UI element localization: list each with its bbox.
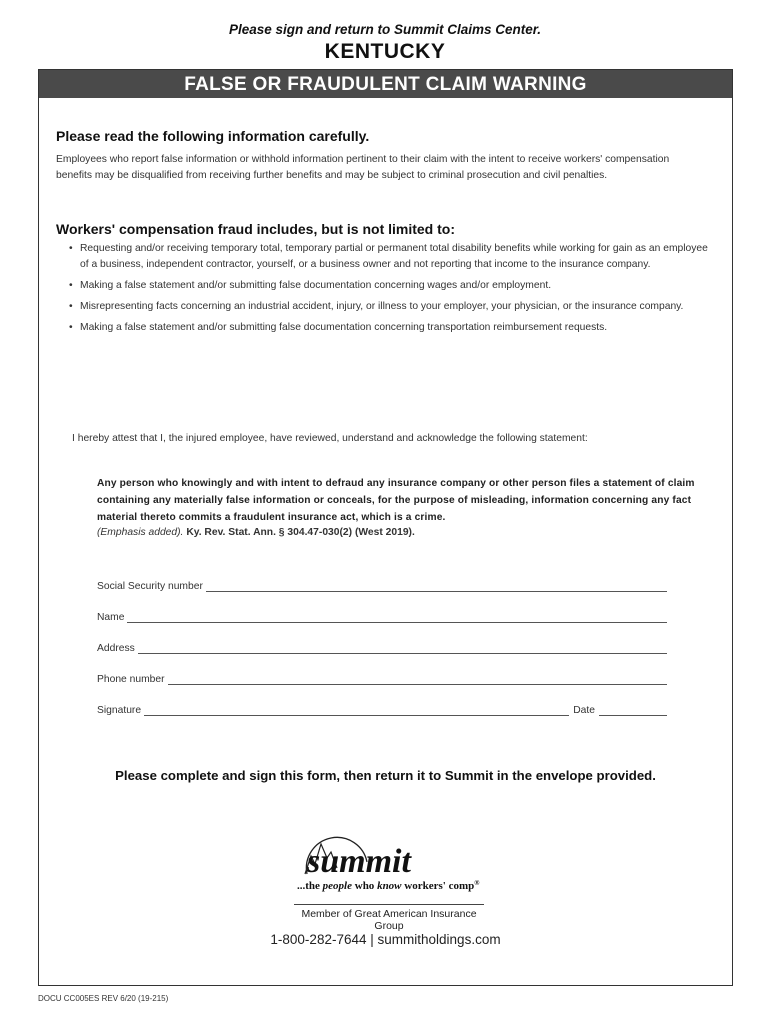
list-item-text: Making a false statement and/or submitting false documentation concerning wages and/or employment. [80,280,552,291]
list-item-text: Making a false statement and/or submitting false documentation concerning transportation reimbursement requests. [80,322,608,333]
document-code: DOCU CC005ES REV 6/20 (19-215) [38,994,169,1003]
date-input-line[interactable] [599,705,667,716]
bullet-icon: • [69,322,73,333]
date-label: Date [573,705,595,716]
form-frame [38,69,733,986]
fraud-list [69,241,717,341]
attestation-text: I hereby attest that I, the injured employee, have reviewed, understand and acknowledge the following statement: [72,433,588,444]
phone-label: Phone number [97,674,165,685]
list-item [69,299,717,315]
list-item [69,278,717,294]
summit-logo [271,822,511,892]
address-input-line[interactable] [138,643,667,654]
list-item-text: Requesting and/or receiving temporary total, temporary partial or permanent total disability benefits while working for gain as an employee of a business, independent contractor, yourself, or a business owner and not reporting that income to the insurance company. [80,243,708,270]
citation-text: Ky. Rev. Stat. Ann. § 304.47-030(2) (West 2019). [186,527,415,538]
list-item-text: Misrepresenting facts concerning an industrial accident, injury, or illness to your employer, your physician, or the insurance company. [80,301,684,312]
ssn-label: Social Security number [97,581,203,592]
closing-instruction: Please complete and sign this form, then return it to Summit in the envelope provided. [115,768,656,783]
statute-text: Any person who knowingly and with intent to defraud any insurance company or other person files a statement of claim containing any materially false information or conceals, for the purpose of misleading, information concerning any fact material thereto commits a fraudulent insurance act, which is a crime. [97,478,695,523]
signature-input-line[interactable] [144,705,569,716]
name-input-line[interactable] [127,612,667,623]
ssn-input-line[interactable] [206,581,667,592]
bullet-icon: • [69,280,73,291]
emphasis-note: (Emphasis added). [97,527,184,538]
member-line: Member of Great American Insurance Group [294,904,484,932]
warning-banner: FALSE OR FRAUDULENT CLAIM WARNING [39,70,732,98]
separator: | [370,932,374,947]
phone-field[interactable] [97,671,667,685]
list-item [69,241,717,273]
bullet-icon: • [69,301,73,312]
summit-logo-icon [271,822,511,892]
state-title: KENTUCKY [324,40,446,63]
logo-wordmark: summit [307,843,411,880]
list-item [69,320,717,336]
ssn-field[interactable] [97,578,667,592]
bullet-icon: • [69,243,73,254]
header-note: Please sign and return to Summit Claims Center. [228,22,542,37]
logo-tagline: ...the people who know workers' comp® [297,879,480,892]
name-field[interactable] [97,609,667,623]
phone-number: 1-800-282-7644 [270,932,367,947]
name-label: Name [97,612,125,623]
fraud-heading: Workers' compensation fraud includes, but is not limited to: [56,221,455,237]
contact-line [39,932,732,947]
phone-input-line[interactable] [168,674,667,685]
website-link[interactable]: summitholdings.com [377,932,501,947]
signature-label: Signature [97,705,142,716]
signature-field[interactable] [97,702,667,716]
intro-body: Employees who report false information or withhold information pertinent to their claim with the intent to receive workers' compensation benefits may be disqualified from receiving further benefits and may be subject to criminal prosecution and civil penalties. [56,154,670,181]
address-field[interactable] [97,640,667,654]
address-label: Address [97,643,135,654]
intro-heading: Please read the following information carefully. [56,128,370,144]
statute-citation [97,527,415,538]
